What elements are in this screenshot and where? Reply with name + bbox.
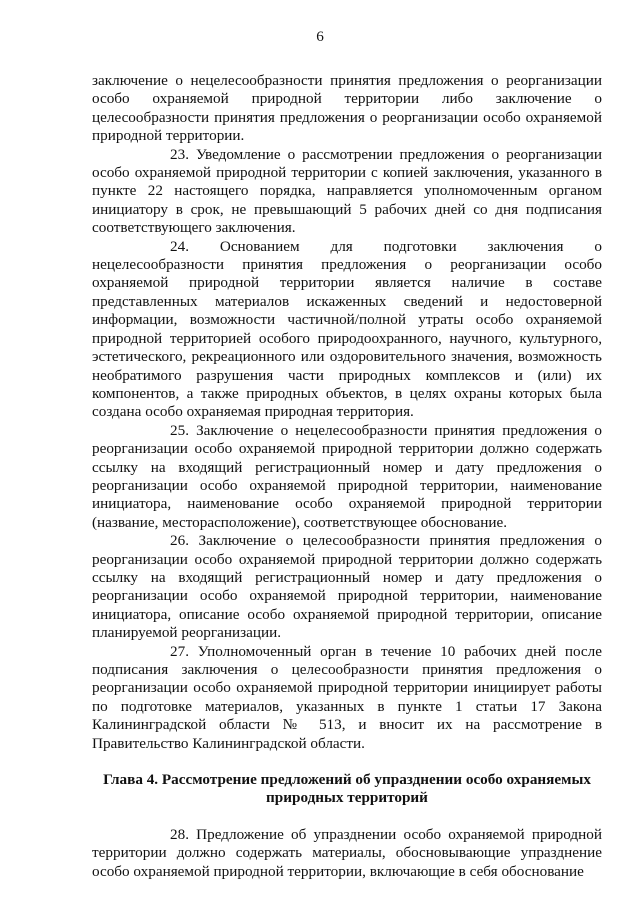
paragraph-26: 26. Заключение о целесообразности принятия предложения о реорганизации особо охраняемой природной территории должно содержать ссылку на входящий регистрационный номер и дату предложения о реорганизации особо охраняемой природной территории, наименование инициатора, описание особо охраняемой природной территории, описание планируемой реорганизации. (92, 532, 602, 642)
paragraph-23: 23. Уведомление о рассмотрении предложения о реорганизации особо охраняемой природной территории с копией заключения, указанного в пункте 22 настоящего порядка, направляется уполномоченным органом инициатору в срок, не превышающий 5 рабочих дней со дня подписания соответствующего заключения. (92, 145, 602, 237)
page-number: 6 (316, 28, 324, 45)
paragraph-27: 27. Уполномоченный орган в течение 10 рабочих дней после подписания заключения о целесообразности принятия предложения о реорганизации особо охраняемой природной территории инициирует работы по подготовке материалов, указанных в пункте 1 статьи 17 Закона Калининградской области № 513, и вносит их на рассмотрение в Правительство Калининградской области. (92, 642, 602, 752)
paragraph-28: 28. Предложение об упразднении особо охраняемой природной территории должно содержать материалы, обосновывающие упразднение особо охраняемой природной территории, включающие в себя обоснование (92, 825, 602, 880)
paragraph-24: 24. Основанием для подготовки заключения о нецелесообразности принятия предложения о реорганизации особо охраняемой природной территории является наличие в составе представленных материалов искаженных сведений и недостоверной информации, возможности частичной/полной утраты особо охраняемой природной территорией особого природоохранного, научного, культурного, эстетического, рекреационного или оздоровительного значения, возможность необратимого разрушения части природных комплексов и (или) их компонентов, а также природных объектов, в целях охраны которых была создана особо охраняемая природная территория. (92, 237, 602, 421)
document-body (92, 72, 602, 881)
chapter-heading: Глава 4. Рассмотрение предложений об упразднении особо охраняемых природных территорий (103, 771, 591, 807)
paragraph-continuation: заключение о нецелесообразности принятия предложения о реорганизации особо охраняемой природной территории либо заключение о целесообразности принятия предложения о реорганизации особо охраняемой природной территории. (92, 72, 602, 145)
paragraph-25: 25. Заключение о нецелесообразности принятия предложения о реорганизации особо охраняемой природной территории должно содержать ссылку на входящий регистрационный номер и дату предложения о реорганизации особо охраняемой природной территории, наименование инициатора, наименование особо охраняемой природной территории (название, месторасположение), соответствующее обоснование. (92, 421, 602, 531)
